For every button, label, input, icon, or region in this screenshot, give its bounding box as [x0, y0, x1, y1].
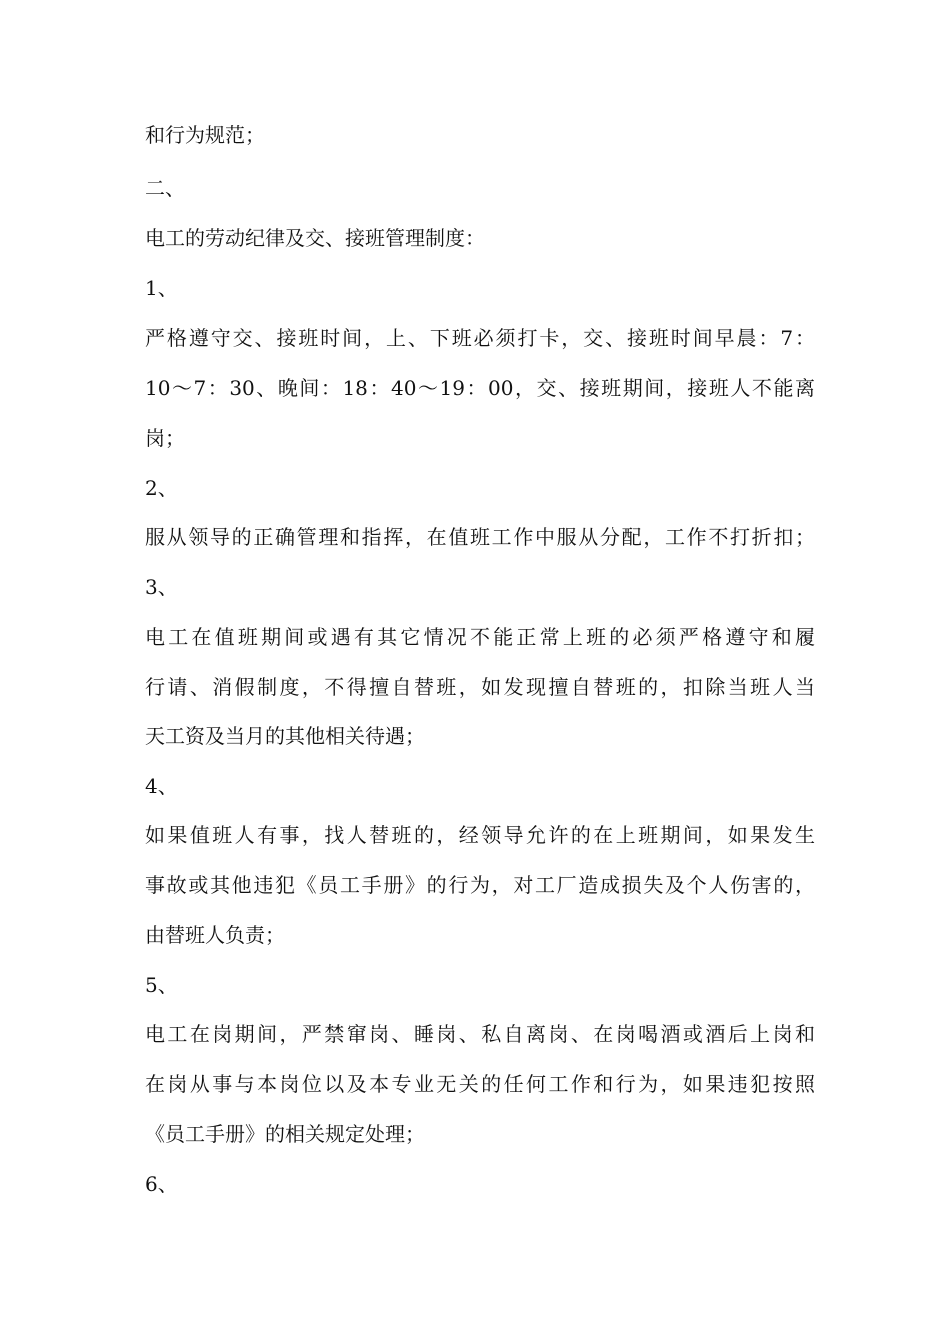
text-line: 电工在值班期间或遇有其它情况不能正常上班的必须严格遵守和履	[145, 625, 815, 649]
text-line: 天工资及当月的其他相关待遇；	[145, 724, 425, 748]
text-line: 电工在岗期间，严禁窜岗、睡岗、私自离岗、在岗喝酒或酒后上岗和	[145, 1022, 815, 1046]
text-line: 服从领导的正确管理和指挥，在值班工作中服从分配，工作不打折扣；	[145, 525, 815, 549]
section-heading: 电工的劳动纪律及交、接班管理制度：	[145, 226, 485, 250]
item-number: 1、	[145, 276, 178, 300]
text-line: 《员工手册》的相关规定处理；	[145, 1122, 425, 1146]
text-line: 和行为规范；	[145, 123, 265, 147]
text-line: 如果值班人有事，找人替班的，经领导允许的在上班期间，如果发生	[145, 823, 815, 847]
item-number: 2、	[145, 476, 178, 500]
text-line: 行请、消假制度，不得擅自替班，如发现擅自替班的，扣除当班人当	[145, 675, 815, 699]
item-number: 4、	[145, 774, 178, 798]
item-number: 6、	[145, 1172, 178, 1196]
text-line: 事故或其他违犯《员工手册》的行为，对工厂造成损失及个人伤害的，	[145, 873, 815, 897]
text-line: 由替班人负责；	[145, 923, 285, 947]
item-number: 5、	[145, 973, 178, 997]
item-number: 3、	[145, 575, 178, 599]
text-line: 10～7：30、晚间：18：40～19：00，交、接班期间，接班人不能离	[145, 376, 815, 400]
text-line: 岗；	[145, 426, 185, 450]
section-number: 二、	[145, 176, 185, 200]
text-line: 在岗从事与本岗位以及本专业无关的任何工作和行为，如果违犯按照	[145, 1072, 815, 1096]
text-line: 严格遵守交、接班时间，上、下班必须打卡，交、接班时间早晨：7：	[145, 326, 815, 350]
